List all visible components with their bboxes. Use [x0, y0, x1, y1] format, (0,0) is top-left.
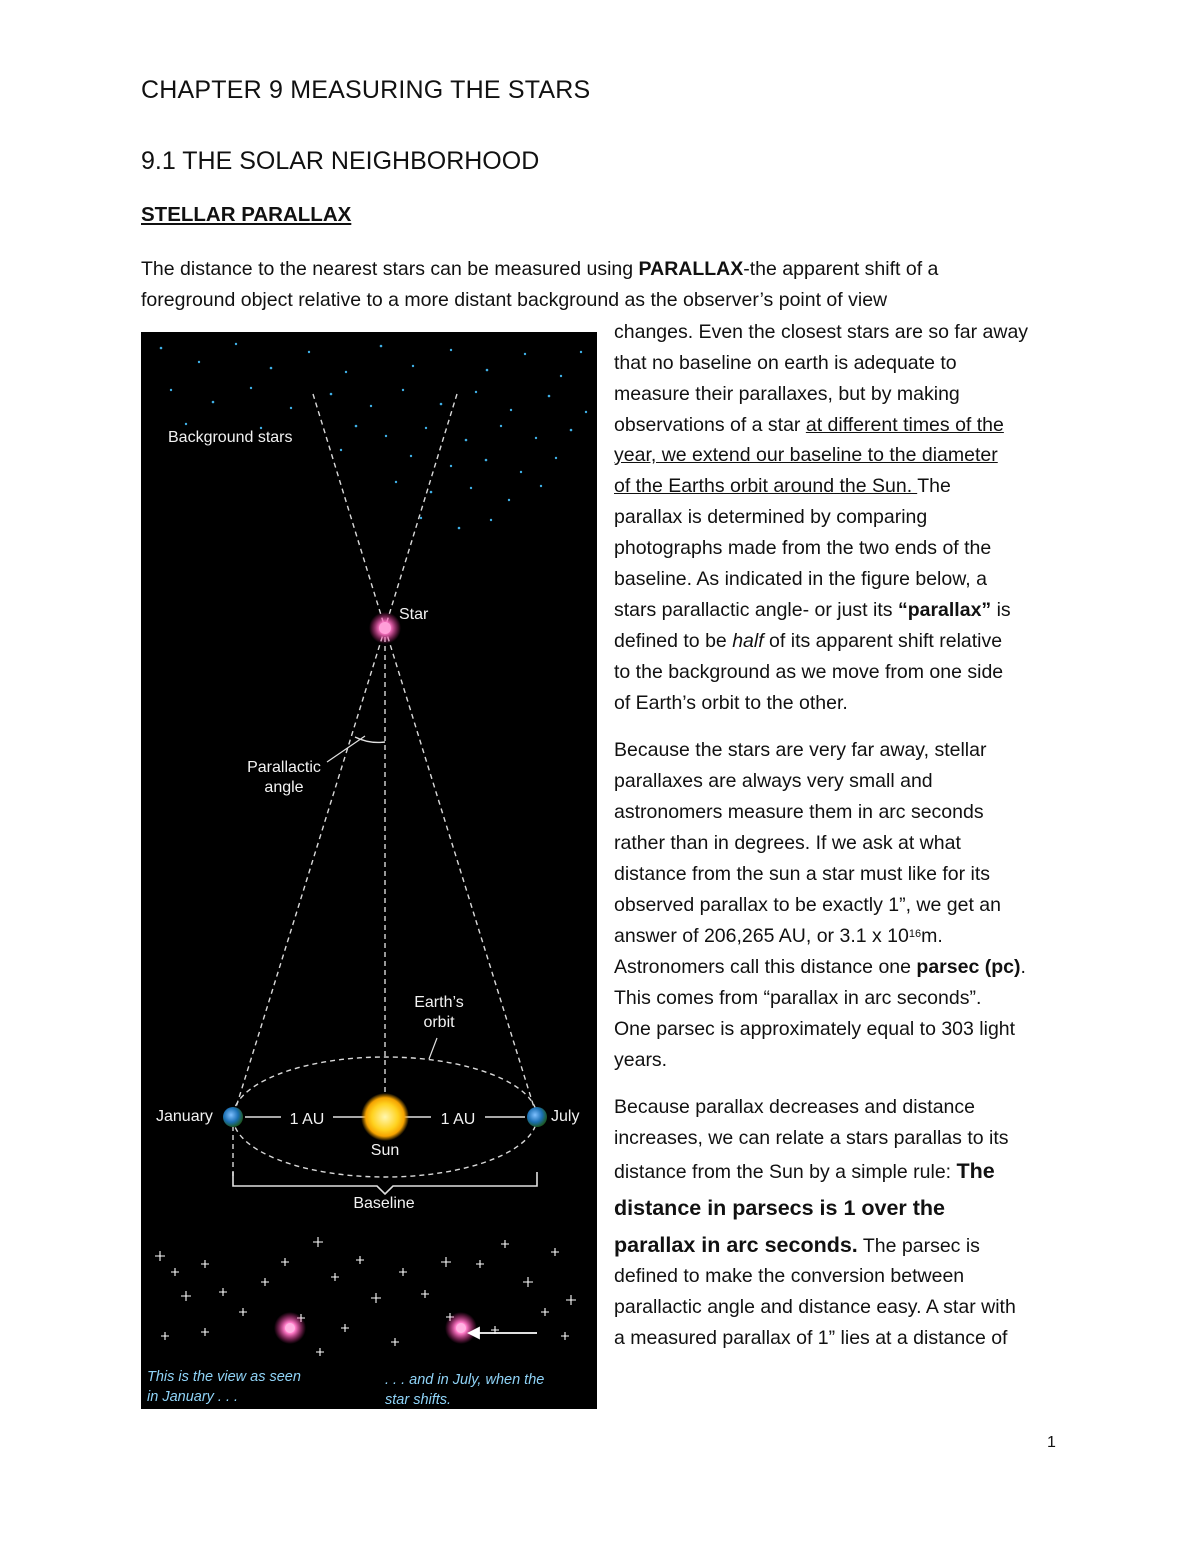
label-orbit-2: orbit: [423, 1014, 455, 1031]
caption-right-2: star shifts.: [385, 1392, 452, 1408]
para3-line: a measured parallax of 1” lies at a distance of: [614, 1327, 1008, 1349]
label-parallactic-1: Parallactic: [247, 759, 321, 776]
label-sun: Sun: [370, 1142, 400, 1159]
para2-line: distance from the sun a star must like for its: [614, 863, 991, 885]
para1-line: measure their parallaxes, but by making: [614, 383, 960, 405]
shift-arrow-icon: [469, 1328, 537, 1338]
intro-line-2: foreground object relative to a more distant background as the observer’s point of view: [141, 289, 888, 311]
label-january: January: [156, 1108, 213, 1125]
intro-line-1: The distance to the nearest stars can be measured using PARALLAX-the apparent shift of a: [141, 258, 939, 280]
para3-line: parallax in arc seconds. The parsec is: [614, 1233, 980, 1257]
caption-left-2: in January . . .: [147, 1389, 239, 1405]
section-title: 9.1 THE SOLAR NEIGHBORHOOD: [141, 147, 540, 175]
foreground-sparkles: [155, 1237, 576, 1356]
chapter-title: CHAPTER 9 MEASURING THE STARS: [141, 76, 591, 104]
label-au-right: 1 AU: [440, 1111, 476, 1128]
para1-line: to the background as we move from one side: [614, 661, 1004, 683]
para1-line: baseline. As indicated in the figure below, a: [614, 568, 987, 590]
para3-line: distance in parsecs is 1 over the: [614, 1196, 946, 1220]
para2-line: answer of 206,265 AU, or 3.1 x $10^{16}m$.: [614, 925, 943, 947]
para2-line: One parsec is approximately equal to 303 light: [614, 1018, 1016, 1040]
para3-line: increases, we can relate a stars parallas to its: [614, 1127, 1009, 1149]
label-star: Star: [399, 606, 429, 623]
orbit-leader: [429, 1038, 437, 1059]
para2-line: Astronomers call this distance one parsec (pc).: [614, 956, 1026, 978]
sun-icon: [361, 1093, 409, 1141]
label-orbit-1: Earth’s: [414, 994, 464, 1011]
parallax-figure: [141, 332, 597, 1409]
angle-leader: [327, 736, 365, 762]
para2-line: rather than in degrees. If we ask at what: [614, 832, 961, 854]
label-baseline: Baseline: [353, 1195, 415, 1212]
label-parallactic-2: angle: [264, 779, 304, 796]
para1-line: photographs made from the two ends of the: [614, 537, 992, 559]
para3-line: Because parallax decreases and distance: [614, 1096, 975, 1118]
para2-line: parallaxes are always very small and: [614, 770, 933, 792]
para2-line: This comes from “parallax in arc seconds”.: [614, 987, 982, 1009]
caption-right-1: . . . and in July, when the: [385, 1372, 545, 1388]
label-au-left: 1 AU: [289, 1111, 325, 1128]
para2-line: Because the stars are very far away, stellar: [614, 739, 987, 761]
para1-line: of the Earths orbit around the Sun. The: [614, 475, 951, 497]
para1-line: year, we extend our baseline to the diameter: [614, 444, 998, 466]
caption-left-1: This is the view as seen: [147, 1369, 301, 1385]
parallax-diagram: [141, 332, 597, 1409]
para1-line: stars parallactic angle- or just its “parallax” is: [614, 599, 1011, 621]
baseline-bracket: [233, 1172, 537, 1194]
para1-line: changes. Even the closest stars are so far away: [614, 321, 1029, 343]
earth-july-icon: [527, 1107, 547, 1127]
subsection-title: STELLAR PARALLAX: [141, 203, 352, 226]
para1-line: of Earth’s orbit to the other.: [614, 692, 848, 714]
para1-line: observations of a star at different times of the: [614, 414, 1004, 436]
earth-january-icon: [223, 1107, 243, 1127]
para2-line: observed parallax to be exactly 1”, we get an: [614, 894, 1001, 916]
label-background-stars: Background stars: [168, 429, 293, 446]
para3-line: defined to make the conversion between: [614, 1265, 965, 1287]
para1-line: defined to be half of its apparent shift relative: [614, 630, 1003, 652]
para1-line: that no baseline on earth is adequate to: [614, 352, 957, 374]
label-july: July: [551, 1108, 580, 1125]
page-number: 1: [1047, 1434, 1056, 1451]
star-core: [379, 622, 391, 634]
para3-line: parallactic angle and distance easy. A star with: [614, 1296, 1016, 1318]
para3-line: distance from the Sun by a simple rule: The: [614, 1159, 995, 1183]
para1-line: parallax is determined by comparing: [614, 506, 928, 528]
para2-line: years.: [614, 1049, 668, 1071]
para2-line: astronomers measure them in arc seconds: [614, 801, 984, 823]
